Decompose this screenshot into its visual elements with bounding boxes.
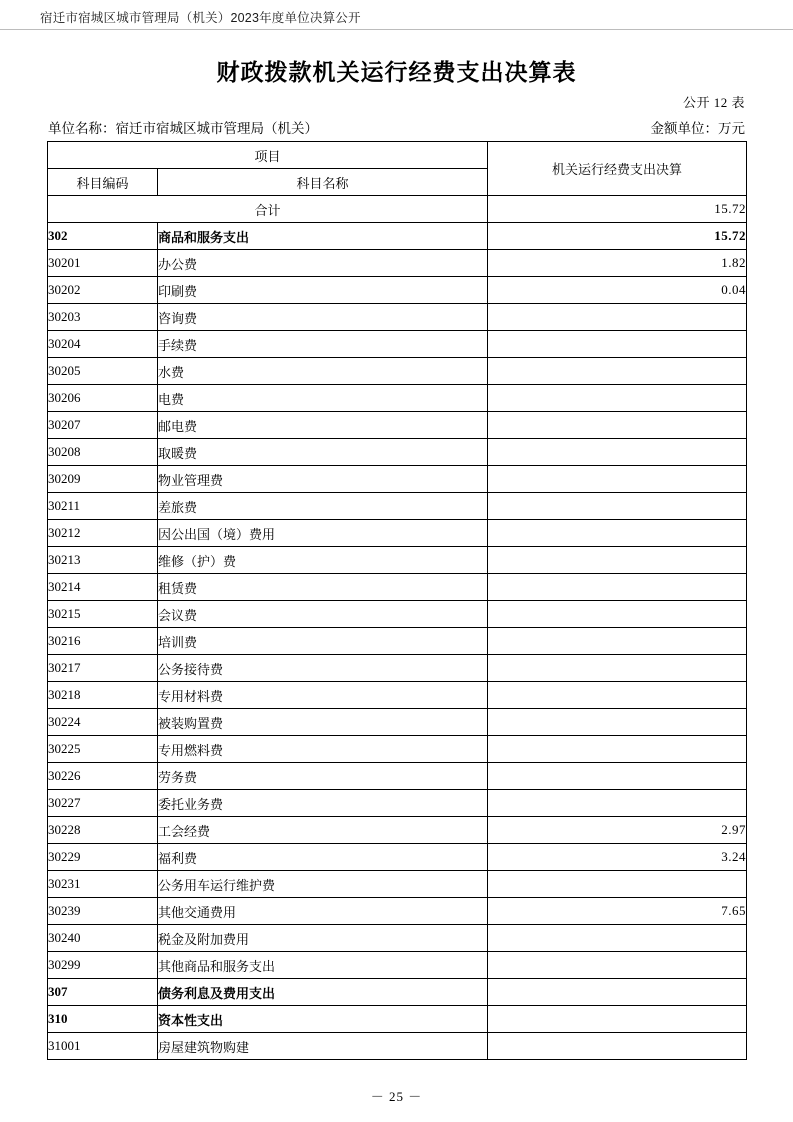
- cell-amount: [488, 385, 747, 412]
- table-row: [48, 979, 747, 1006]
- table-body: [48, 142, 747, 1060]
- cell-amount: [488, 493, 747, 520]
- table-row: [48, 736, 747, 763]
- cell-amount: [488, 952, 747, 979]
- cell-subject-code: 302: [48, 223, 158, 250]
- cell-subject-code: 30204: [48, 331, 158, 358]
- cell-amount: [488, 331, 747, 358]
- cell-subject-code: 30202: [48, 277, 158, 304]
- table-row: [48, 817, 747, 844]
- cell-subject-code: 30240: [48, 925, 158, 952]
- cell-amount: [488, 871, 747, 898]
- cell-subject-name: 房屋建筑物购建: [158, 1033, 488, 1060]
- table-row: [48, 628, 747, 655]
- table-row: [48, 952, 747, 979]
- breadcrumb: 宿迁市宿城区城市管理局（机关）2023年度单位决算公开: [40, 11, 361, 25]
- cell-subject-name: 专用燃料费: [158, 736, 488, 763]
- cell-subject-name: 会议费: [158, 601, 488, 628]
- cell-subject-code: 30203: [48, 304, 158, 331]
- table-row: [48, 412, 747, 439]
- cell-subject-code: 30205: [48, 358, 158, 385]
- cell-subject-name: 资本性支出: [158, 1006, 488, 1033]
- cell-subject-name: 电费: [158, 385, 488, 412]
- table-row: [48, 547, 747, 574]
- budget-table: [47, 141, 747, 1060]
- cell-subject-code: 30213: [48, 547, 158, 574]
- cell-subject-name: 公务接待费: [158, 655, 488, 682]
- cell-subject-code: 30201: [48, 250, 158, 277]
- table-row: [48, 1006, 747, 1033]
- unit-name: 单位名称：宿迁市宿城区城市管理局（机关）: [48, 121, 318, 136]
- cell-subject-name: 被装购置费: [158, 709, 488, 736]
- table-row: [48, 1033, 747, 1060]
- cell-amount: [488, 763, 747, 790]
- cell-subject-name: 工会经费: [158, 817, 488, 844]
- page-number: － 25 －: [370, 1089, 423, 1104]
- page-title: 财政拨款机关运行经费支出决算表: [216, 59, 577, 85]
- cell-amount: 15.72: [488, 223, 747, 250]
- cell-amount: [488, 709, 747, 736]
- cell-amount: [488, 304, 747, 331]
- cell-subject-name: 取暖费: [158, 439, 488, 466]
- cell-subject-code: 30206: [48, 385, 158, 412]
- table-row: [48, 493, 747, 520]
- group-header-project: 项目: [48, 142, 488, 169]
- table-row-total: [48, 196, 747, 223]
- cell-subject-name: 其他交通费用: [158, 898, 488, 925]
- amount-unit: 金额单位：万元: [650, 121, 745, 136]
- table-row: [48, 844, 747, 871]
- table-row: [48, 871, 747, 898]
- cell-subject-name: 培训费: [158, 628, 488, 655]
- cell-subject-name: 维修（护）费: [158, 547, 488, 574]
- cell-subject-code: 30216: [48, 628, 158, 655]
- cell-subject-name: 印刷费: [158, 277, 488, 304]
- cell-subject-name: 公务用车运行维护费: [158, 871, 488, 898]
- cell-subject-code: 30215: [48, 601, 158, 628]
- cell-subject-code: 30229: [48, 844, 158, 871]
- sheet-label: 公开 12 表: [682, 95, 745, 110]
- table-row: [48, 925, 747, 952]
- table-row: [48, 790, 747, 817]
- table-row: [48, 385, 747, 412]
- cell-subject-code: 30228: [48, 817, 158, 844]
- table-row: [48, 682, 747, 709]
- column-header-value: 机关运行经费支出决算: [488, 142, 747, 196]
- cell-amount: [488, 574, 747, 601]
- cell-subject-code: 30225: [48, 736, 158, 763]
- cell-subject-name: 差旅费: [158, 493, 488, 520]
- table-row: [48, 520, 747, 547]
- cell-subject-code: 30227: [48, 790, 158, 817]
- cell-subject-code: 30207: [48, 412, 158, 439]
- cell-subject-name: 水费: [158, 358, 488, 385]
- table-header-row-1: [48, 142, 747, 169]
- column-header-name: 科目名称: [158, 169, 488, 196]
- cell-subject-name: 税金及附加费用: [158, 925, 488, 952]
- cell-subject-code: 31001: [48, 1033, 158, 1060]
- cell-subject-name: 劳务费: [158, 763, 488, 790]
- table-row: [48, 304, 747, 331]
- cell-amount: 3.24: [488, 844, 747, 871]
- table-row: [48, 655, 747, 682]
- cell-amount: [488, 466, 747, 493]
- cell-amount: [488, 601, 747, 628]
- cell-subject-name: 办公费: [158, 250, 488, 277]
- cell-amount: 2.97: [488, 817, 747, 844]
- cell-subject-name: 专用材料费: [158, 682, 488, 709]
- cell-subject-name: 其他商品和服务支出: [158, 952, 488, 979]
- cell-amount: [488, 439, 747, 466]
- cell-amount: [488, 1006, 747, 1033]
- table-row: [48, 898, 747, 925]
- cell-subject-code: 30208: [48, 439, 158, 466]
- cell-subject-code: 30214: [48, 574, 158, 601]
- cell-subject-code: 30218: [48, 682, 158, 709]
- cell-subject-code: 30226: [48, 763, 158, 790]
- cell-amount: 7.65: [488, 898, 747, 925]
- table-row: [48, 601, 747, 628]
- cell-amount: [488, 979, 747, 1006]
- table-row: [48, 439, 747, 466]
- cell-amount: [488, 682, 747, 709]
- table-row: [48, 331, 747, 358]
- cell-subject-code: 30211: [48, 493, 158, 520]
- cell-subject-code: 30217: [48, 655, 158, 682]
- cell-subject-code: 30212: [48, 520, 158, 547]
- table-row: [48, 250, 747, 277]
- cell-subject-name: 债务利息及费用支出: [158, 979, 488, 1006]
- cell-amount: [488, 412, 747, 439]
- table-row: [48, 574, 747, 601]
- cell-amount: [488, 547, 747, 574]
- cell-amount: [488, 925, 747, 952]
- cell-subject-code: 30239: [48, 898, 158, 925]
- table-row: [48, 277, 747, 304]
- cell-subject-name: 福利费: [158, 844, 488, 871]
- cell-subject-name: 因公出国（境）费用: [158, 520, 488, 547]
- cell-amount: [488, 790, 747, 817]
- cell-subject-code: 307: [48, 979, 158, 1006]
- cell-subject-name: 商品和服务支出: [158, 223, 488, 250]
- cell-amount: [488, 358, 747, 385]
- meta-row: [48, 117, 745, 137]
- cell-amount: [488, 736, 747, 763]
- table-row: [48, 466, 747, 493]
- cell-subject-code: 30231: [48, 871, 158, 898]
- cell-amount: [488, 628, 747, 655]
- total-value: 15.72: [488, 196, 747, 223]
- cell-amount: [488, 1033, 747, 1060]
- cell-subject-code: 30299: [48, 952, 158, 979]
- cell-subject-name: 邮电费: [158, 412, 488, 439]
- cell-amount: 1.82: [488, 250, 747, 277]
- table-row: [48, 358, 747, 385]
- total-label: 合计: [48, 196, 488, 223]
- table-row: [48, 709, 747, 736]
- cell-amount: [488, 655, 747, 682]
- column-header-code: 科目编码: [48, 169, 158, 196]
- cell-subject-code: 30209: [48, 466, 158, 493]
- page-header-band: [0, 0, 793, 30]
- cell-subject-name: 物业管理费: [158, 466, 488, 493]
- cell-subject-code: 310: [48, 1006, 158, 1033]
- table-row: [48, 763, 747, 790]
- cell-subject-name: 委托业务费: [158, 790, 488, 817]
- cell-subject-code: 30224: [48, 709, 158, 736]
- cell-subject-name: 租赁费: [158, 574, 488, 601]
- cell-amount: 0.04: [488, 277, 747, 304]
- cell-subject-name: 手续费: [158, 331, 488, 358]
- table-row: [48, 223, 747, 250]
- cell-amount: [488, 520, 747, 547]
- cell-subject-name: 咨询费: [158, 304, 488, 331]
